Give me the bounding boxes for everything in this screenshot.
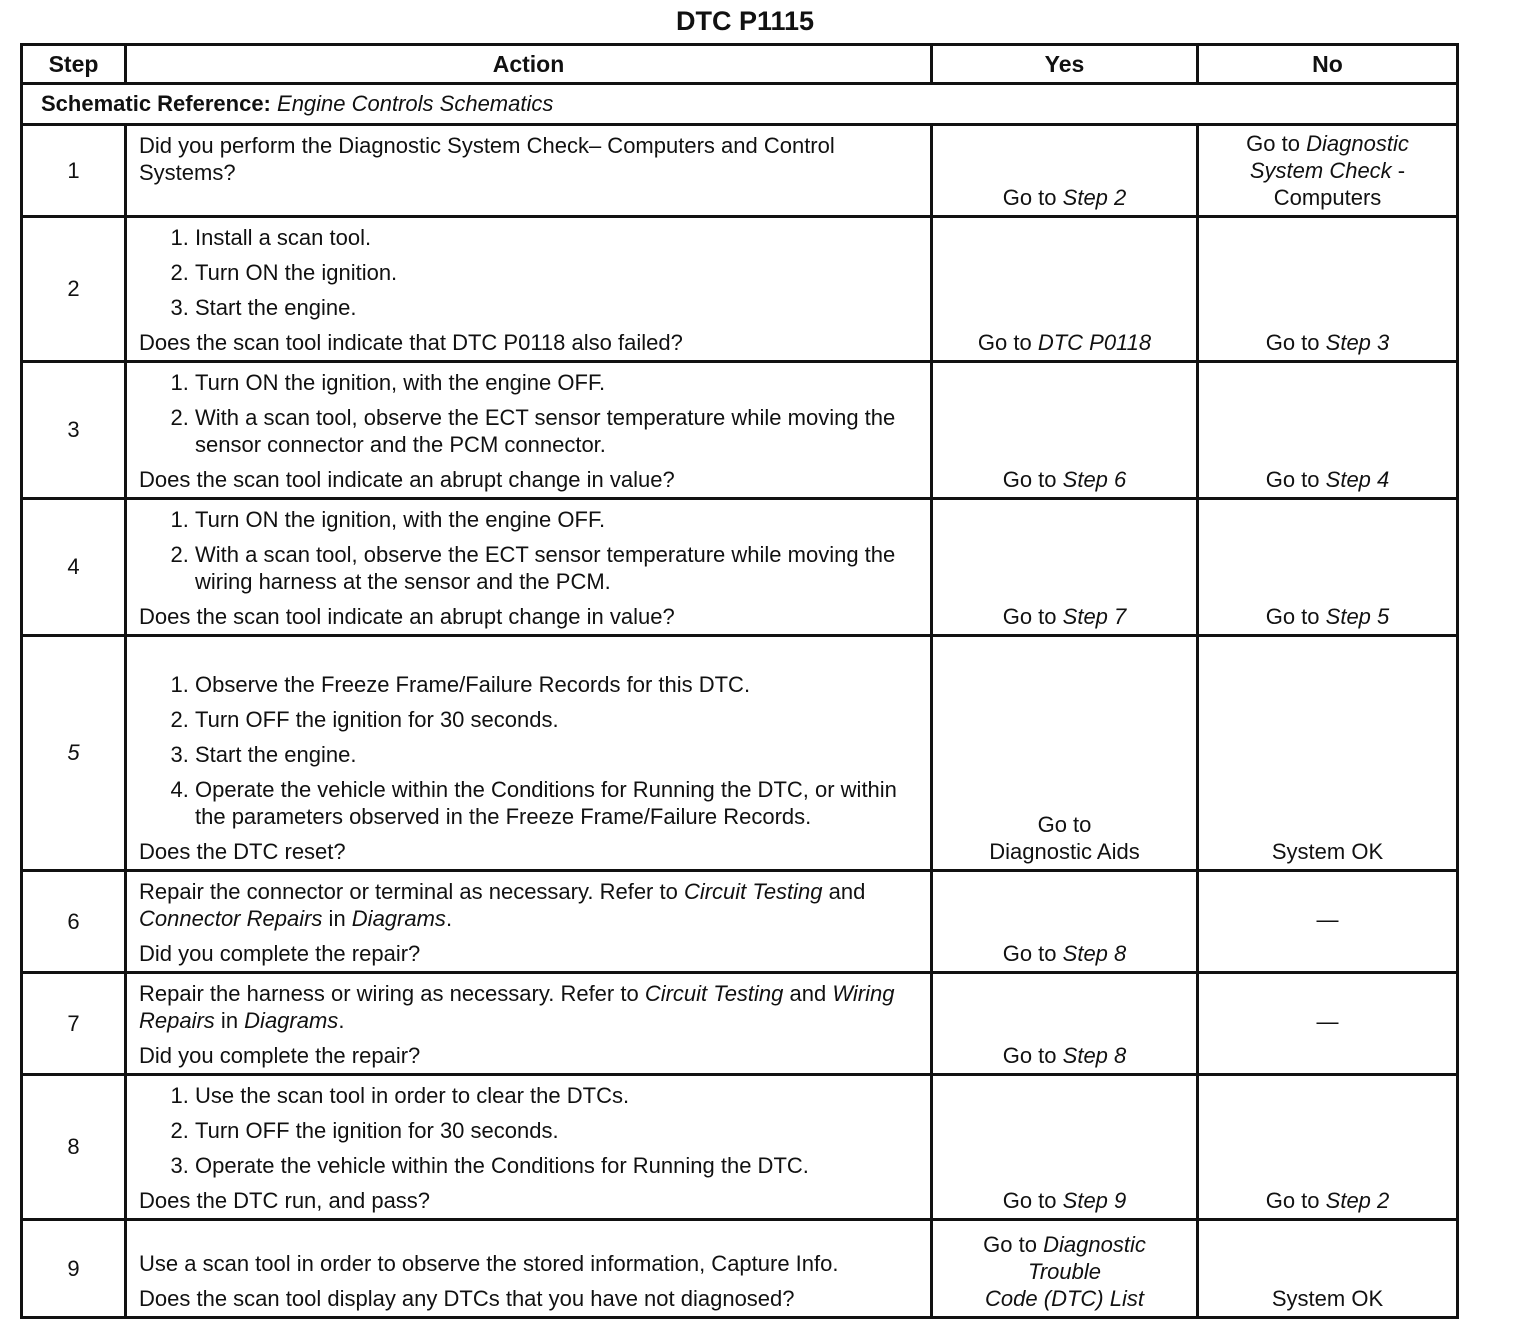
goto-text: Go to [1265, 467, 1320, 492]
action-cell [126, 362, 932, 499]
step-number: 8 [22, 1075, 126, 1220]
action-question: Does the DTC reset? [139, 839, 346, 864]
action-text [139, 980, 920, 1034]
step-number: 7 [22, 973, 126, 1075]
list-item: 1. Turn ON the ignition, with the engine OFF. [195, 369, 920, 396]
header-yes: Yes [932, 45, 1198, 84]
yes-target: Diagnostic Aids [989, 839, 1140, 864]
header-step: Step [22, 45, 126, 84]
text-run: Repair the connector or terminal as necessary. Refer to [139, 879, 684, 904]
no-dash: — [1316, 907, 1339, 932]
no-cell [1198, 636, 1458, 871]
goto-text: Go to [1037, 812, 1092, 837]
yes-cell [932, 217, 1198, 362]
table-row [22, 125, 1458, 217]
yes-target: Step 6 [1062, 467, 1127, 492]
yes-target: Diagnostic [1043, 1232, 1146, 1257]
action-list [139, 224, 920, 321]
action-cell [126, 636, 932, 871]
no-cell [1198, 125, 1458, 217]
no-dash: — [1316, 1009, 1339, 1034]
table-row [22, 1075, 1458, 1220]
action-list [139, 1082, 920, 1179]
goto-text: Go to [1265, 604, 1320, 629]
step-number: 5 [22, 636, 126, 871]
yes-cell [932, 871, 1198, 973]
action-question: Does the scan tool indicate an abrupt change in value? [139, 467, 675, 492]
yes-cell [932, 499, 1198, 636]
yes-cell [932, 362, 1198, 499]
action-question: Does the scan tool display any DTCs that you have not diagnosed? [139, 1286, 795, 1311]
reference-link: Circuit Testing [644, 981, 784, 1006]
reference-link: Diagrams [351, 906, 446, 931]
goto-text: Go to [1002, 941, 1057, 966]
no-target: Step 4 [1325, 467, 1390, 492]
action-text: Did you perform the Diagnostic System Check– Computers and Control Systems? [139, 133, 835, 185]
list-item: 2. Turn OFF the ignition for 30 seconds. [195, 1117, 920, 1144]
goto-text: Go to [983, 1232, 1037, 1257]
step-number: 4 [22, 499, 126, 636]
yes-target: Step 8 [1062, 1043, 1127, 1068]
table-row [22, 1220, 1458, 1318]
no-target: System OK [1271, 839, 1384, 864]
action-question: Does the DTC run, and pass? [139, 1188, 431, 1213]
action-text: Use a scan tool in order to observe the stored information, Capture Info. [139, 1251, 839, 1276]
text-run: . [338, 1008, 345, 1033]
table-row [22, 636, 1458, 871]
action-question: Did you complete the repair? [139, 941, 421, 966]
no-target: Step 2 [1325, 1188, 1390, 1213]
no-cell [1198, 1075, 1458, 1220]
action-cell [126, 871, 932, 973]
header-action: Action [126, 45, 932, 84]
text-run: and [783, 981, 833, 1006]
list-item: 1. Install a scan tool. [195, 224, 920, 251]
list-item: 3. Start the engine. [195, 294, 920, 321]
yes-cell [932, 1075, 1198, 1220]
table-row [22, 217, 1458, 362]
table-row [22, 973, 1458, 1075]
text-run: in [322, 906, 352, 931]
header-row [22, 45, 1458, 84]
action-list [139, 671, 920, 830]
list-item: 1. Turn ON the ignition, with the engine OFF. [195, 506, 920, 533]
no-cell [1198, 499, 1458, 636]
step-number: 6 [22, 871, 126, 973]
table-row [22, 499, 1458, 636]
list-item: 2. Turn ON the ignition. [195, 259, 920, 286]
action-cell [126, 217, 932, 362]
schematic-value: Engine Controls Schematics [277, 91, 554, 116]
action-question: Does the scan tool indicate that DTC P0118 also failed? [139, 330, 683, 355]
action-cell [126, 499, 932, 636]
text-run: . [445, 906, 453, 931]
goto-text: Go to [977, 330, 1032, 355]
step-number: 1 [22, 125, 126, 217]
no-dash: - [1391, 158, 1406, 183]
action-cell [126, 125, 932, 217]
no-target: Step 5 [1325, 604, 1390, 629]
list-item: 2. With a scan tool, observe the ECT sensor temperature while moving the wiring harness at the sensor and the PCM. [195, 541, 920, 595]
action-list [139, 506, 920, 595]
header-no: No [1198, 45, 1458, 84]
action-cell [126, 1075, 932, 1220]
step-number: 3 [22, 362, 126, 499]
list-item: 2. Turn OFF the ignition for 30 seconds. [195, 706, 920, 733]
schematic-label: Schematic Reference: [41, 91, 271, 116]
yes-cell [932, 1220, 1198, 1318]
step-number: 9 [22, 1220, 126, 1318]
text-run: in [214, 1008, 245, 1033]
yes-target: Trouble [1028, 1259, 1101, 1284]
action-cell [126, 1220, 932, 1318]
reference-link: Wiring Repairs [139, 981, 895, 1033]
action-cell [126, 973, 932, 1075]
no-tail: Computers [1273, 185, 1382, 210]
table-row [22, 871, 1458, 973]
no-target: Step 3 [1325, 330, 1390, 355]
action-list [139, 369, 920, 458]
action-text [139, 878, 920, 932]
no-cell [1198, 973, 1458, 1075]
goto-text: Go to [1246, 131, 1300, 156]
yes-target: Step 9 [1062, 1188, 1127, 1213]
yes-target: Step 8 [1062, 941, 1127, 966]
text-run: Repair the harness or wiring as necessary. Refer to [139, 981, 645, 1006]
diagnostic-table [20, 43, 1459, 1319]
reference-link: Circuit Testing [683, 879, 823, 904]
text-run: and [822, 879, 866, 904]
list-item: 1. Use the scan tool in order to clear the DTCs. [195, 1082, 920, 1109]
no-cell [1198, 1220, 1458, 1318]
yes-target: Step 7 [1062, 604, 1127, 629]
no-cell [1198, 217, 1458, 362]
yes-cell [932, 973, 1198, 1075]
yes-target: DTC P0118 [1037, 330, 1152, 355]
no-target: Diagnostic System Check [1249, 131, 1409, 183]
step-number: 2 [22, 217, 126, 362]
page-title: DTC P1115 [675, 6, 815, 36]
yes-target: Step 2 [1062, 185, 1127, 210]
goto-text: Go to [1002, 185, 1057, 210]
no-cell [1198, 871, 1458, 973]
yes-target: Code (DTC) List [985, 1286, 1144, 1311]
reference-link: Connector Repairs [139, 906, 323, 931]
goto-text: Go to [1002, 604, 1057, 629]
goto-text: Go to [1002, 467, 1057, 492]
action-question: Did you complete the repair? [139, 1043, 421, 1068]
list-item: 4. Operate the vehicle within the Conditions for Running the DTC, or within the parameters observed in the Freeze Frame/Failure Records. [195, 776, 920, 830]
list-item: 3. Operate the vehicle within the Conditions for Running the DTC. [195, 1152, 920, 1179]
no-cell [1198, 362, 1458, 499]
schematic-row [22, 84, 1458, 125]
action-question: Does the scan tool indicate an abrupt change in value? [139, 604, 675, 629]
no-target: System OK [1271, 1286, 1384, 1311]
goto-text: Go to [1002, 1043, 1057, 1068]
goto-text: Go to [1265, 1188, 1320, 1213]
list-item: 2. With a scan tool, observe the ECT sensor temperature while moving the sensor connector and the PCM connector. [195, 404, 920, 458]
yes-cell [932, 636, 1198, 871]
schematic-reference [22, 84, 1458, 125]
goto-text: Go to [1002, 1188, 1057, 1213]
yes-cell [932, 125, 1198, 217]
reference-link: Diagrams [244, 1008, 339, 1033]
goto-text: Go to [1265, 330, 1320, 355]
list-item: 1. Observe the Freeze Frame/Failure Records for this DTC. [195, 671, 920, 698]
table-row [22, 362, 1458, 499]
list-item: 3. Start the engine. [195, 741, 920, 768]
